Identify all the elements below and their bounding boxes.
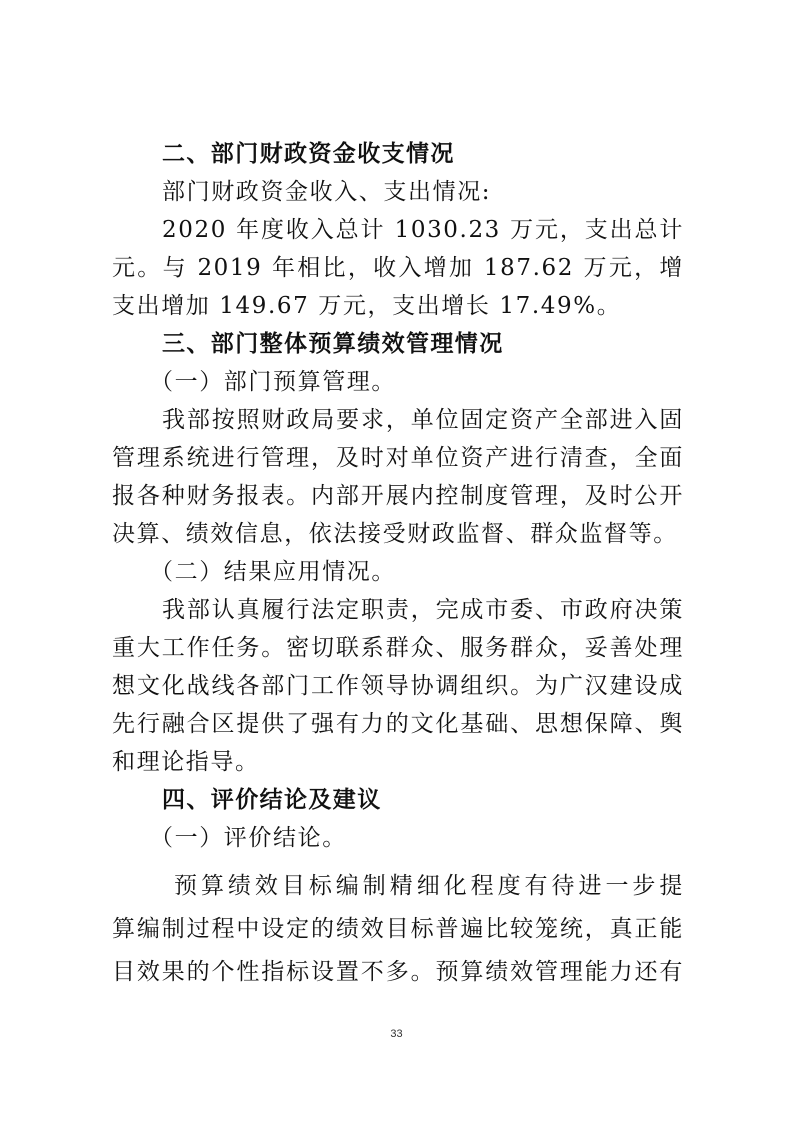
paragraph-line: 报各种财务报表。内部开展内控制度管理，及时公开 — [112, 483, 684, 509]
subsection-heading: （一）部门预算管理。 — [150, 369, 396, 395]
section-heading-3: 三、部门整体预算绩效管理情况 — [162, 331, 504, 357]
paragraph-line: 算编制过程中设定的绩效目标普遍比较笼统，真正能 — [112, 916, 684, 942]
section-heading-2: 二、部门财政资金收支情况 — [162, 141, 455, 167]
paragraph-line: 我部按照财政局要求，单位固定资产全部进入固 — [162, 407, 684, 433]
page-number: 33 — [390, 1028, 403, 1040]
paragraph-line: 先行融合区提供了强有力的文化基础、思想保障、舆 — [112, 711, 684, 737]
subsection-heading: （一）评价结论。 — [150, 825, 347, 851]
subsection-heading: （二）结果应用情况。 — [150, 559, 396, 585]
paragraph-line: 预算绩效目标编制精细化程度有待进一步提 — [174, 873, 684, 899]
paragraph-line: 想文化战线各部门工作领导协调组织。为广汉建设成 — [112, 673, 684, 699]
paragraph-line: 元。与 2019 年相比，收入增加 187.62 万元，增 — [112, 255, 684, 281]
paragraph-line: 支出增加 149.67 万元，支出增长 17.49%。 — [112, 293, 622, 319]
paragraph-line: 部门财政资金收入、支出情况: — [162, 179, 492, 205]
section-heading-4: 四、评价结论及建议 — [162, 787, 382, 813]
paragraph-line: 2020 年度收入总计 1030.23 万元，支出总计 — [162, 217, 684, 243]
paragraph-line: 管理系统进行管理，及时对单位资产进行清查，全面 — [112, 445, 684, 471]
paragraph-line: 和理论指导。 — [112, 749, 260, 775]
paragraph-line: 目效果的个性指标设置不多。预算绩效管理能力还有 — [112, 959, 684, 985]
paragraph-line: 决算、绩效信息，依法接受财政监督、群众监督等。 — [112, 521, 678, 547]
paragraph-line: 重大工作任务。密切联系群众、服务群众，妥善处理 — [112, 635, 684, 661]
paragraph-line: 我部认真履行法定职责，完成市委、市政府决策 — [162, 597, 684, 623]
